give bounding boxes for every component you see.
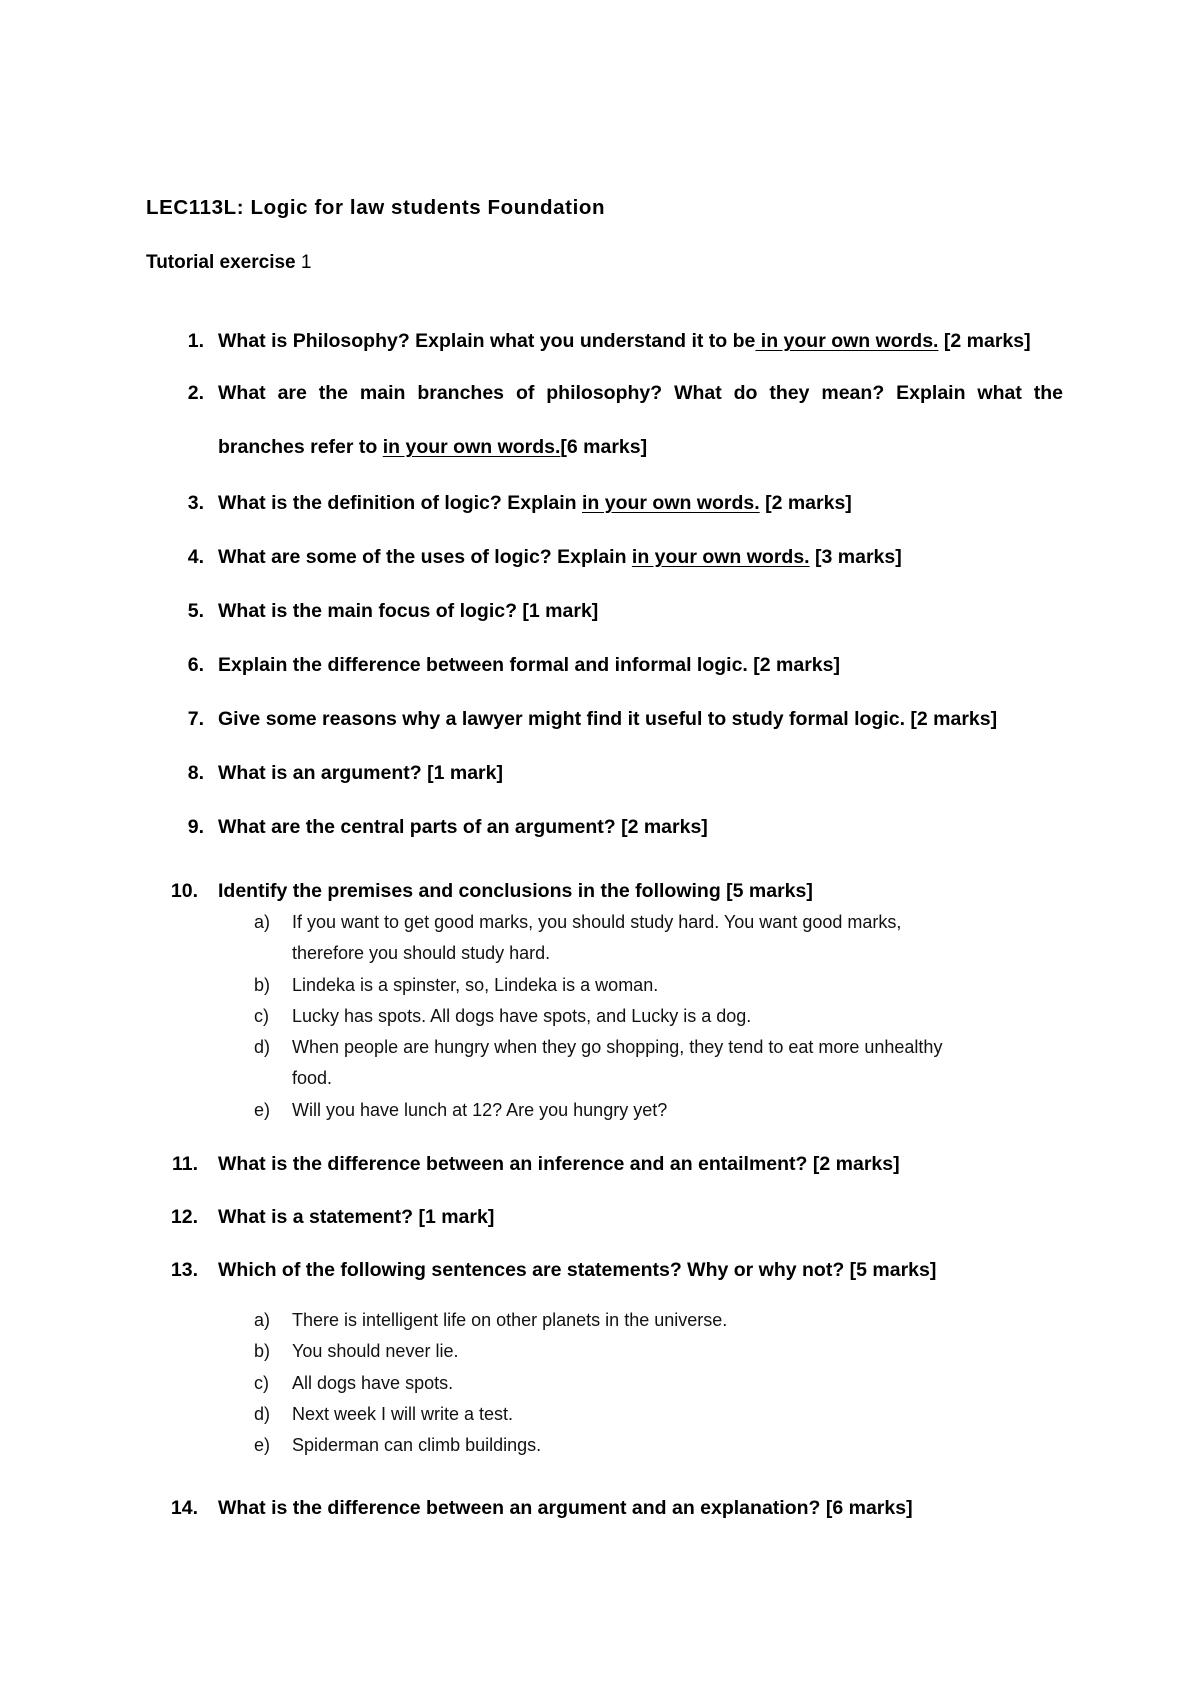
item-label: c) <box>254 1006 269 1026</box>
question-2-line-2 <box>218 436 647 459</box>
item-text: You should never lie. <box>292 1341 459 1361</box>
question-text: Explain the difference between formal and informal logic. [2 marks] <box>218 654 840 676</box>
marks-label: [6 marks] <box>560 436 648 458</box>
question-text <box>218 546 902 569</box>
question-text: What is an argument? [1 mark] <box>218 762 503 784</box>
question-text-part: What are some of the uses of logic? Explain <box>218 546 632 568</box>
question-2-line-1 <box>218 382 1063 405</box>
word: are <box>277 382 307 404</box>
question-text: What is the difference between an inference and an entailment? [2 marks] <box>218 1153 900 1175</box>
item-label: b) <box>254 975 271 995</box>
question-text: What is the difference between an argument and an explanation? [6 marks] <box>218 1497 913 1519</box>
question-text-part: What is the definition of logic? Explain <box>218 492 582 514</box>
question-text: What is the main focus of logic? [1 mark] <box>218 600 599 622</box>
item-text: Will you have lunch at 12? Are you hungry yet? <box>292 1100 668 1120</box>
question-text-part: branches refer to <box>218 436 383 458</box>
question-text: What are the central parts of an argument? [2 marks] <box>218 816 708 838</box>
word: What <box>674 382 722 404</box>
word: philosophy? <box>546 382 663 404</box>
item-label: a) <box>254 912 271 932</box>
question-number: 8. <box>187 762 204 784</box>
word: mean? <box>821 382 885 404</box>
course-title: LEC113L: Logic for law students Foundation <box>146 196 606 219</box>
item-label: b) <box>254 1341 271 1361</box>
item-text: When people are hungry when they go shopping, they tend to eat more unhealthy <box>292 1037 943 1057</box>
item-label: c) <box>254 1373 269 1393</box>
question-number: 4. <box>187 546 204 568</box>
word: of <box>515 382 535 404</box>
item-text: There is intelligent life on other planets in the universe. <box>292 1310 728 1330</box>
word: Explain <box>896 382 966 404</box>
word: What <box>218 382 266 404</box>
underlined-phrase: in your own words. <box>631 546 810 568</box>
item-label: d) <box>254 1037 271 1057</box>
question-number: 12. <box>170 1206 198 1228</box>
underlined-phrase: in your own words. <box>582 492 760 514</box>
question-number: 5. <box>187 600 204 622</box>
question-text <box>218 492 852 515</box>
question-number: 6. <box>187 654 204 676</box>
word: the <box>1033 382 1063 404</box>
question-number: 1. <box>187 330 204 352</box>
item-text: Next week I will write a test. <box>292 1404 514 1424</box>
item-text: food. <box>292 1068 333 1088</box>
question-number: 2. <box>187 382 204 404</box>
item-text: Spiderman can climb buildings. <box>292 1435 542 1455</box>
word: do <box>733 382 758 404</box>
question-text <box>218 330 1031 353</box>
item-text: Lucky has spots. All dogs have spots, and Lucky is a dog. <box>292 1006 752 1026</box>
underlined-phrase: in your own words. <box>755 330 939 352</box>
question-text: Identify the premises and conclusions in the following [5 marks] <box>218 880 813 902</box>
question-number: 13. <box>170 1259 198 1281</box>
tutorial-subtitle <box>146 252 311 274</box>
question-number: 7. <box>187 708 204 730</box>
item-label: d) <box>254 1404 271 1424</box>
question-number: 11. <box>171 1153 198 1175</box>
question-number: 9. <box>187 816 204 838</box>
word: branches <box>417 382 505 404</box>
item-label: e) <box>254 1435 271 1455</box>
word: main <box>359 382 406 404</box>
question-text: Which of the following sentences are statements? Why or why not? [5 marks] <box>218 1259 937 1281</box>
word: the <box>318 382 348 404</box>
word: they <box>769 382 810 404</box>
item-label: e) <box>254 1100 271 1120</box>
question-number: 10. <box>170 880 198 902</box>
question-number: 3. <box>187 492 204 514</box>
item-text: If you want to get good marks, you should study hard. You want good marks, <box>292 912 902 932</box>
item-label: a) <box>254 1310 271 1330</box>
question-number: 14. <box>170 1497 198 1519</box>
question-text-part: What is Philosophy? Explain what you understand it to be <box>218 330 756 352</box>
subtitle-number: 1 <box>300 252 312 273</box>
item-text: Lindeka is a spinster, so, Lindeka is a woman. <box>292 975 659 995</box>
marks-label: [2 marks] <box>938 330 1031 352</box>
question-text: Give some reasons why a lawyer might find it useful to study formal logic. [2 marks] <box>218 708 998 730</box>
question-text: What is a statement? [1 mark] <box>218 1206 495 1228</box>
item-text: All dogs have spots. <box>292 1373 454 1393</box>
word: what <box>977 382 1022 404</box>
item-text: therefore you should study hard. <box>292 943 551 963</box>
marks-label: [2 marks] <box>759 492 852 514</box>
marks-label: [3 marks] <box>809 546 902 568</box>
subtitle-text: Tutorial exercise <box>146 252 301 273</box>
underlined-phrase: in your own words. <box>382 436 561 458</box>
